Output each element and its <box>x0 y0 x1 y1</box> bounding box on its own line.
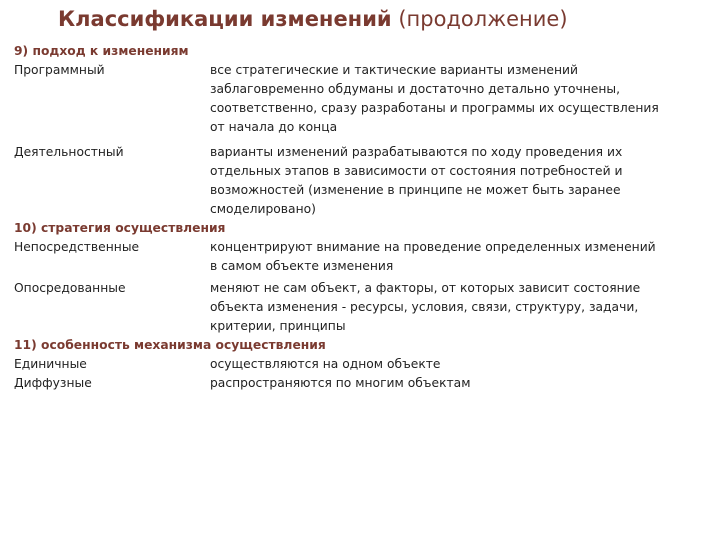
classification-content <box>14 42 710 393</box>
definition-line: объекта изменения - ресурсы, условия, связи, структуру, задачи, <box>210 300 639 314</box>
section-heading-strategy: 10) стратегия осуществления <box>14 221 226 235</box>
list-item-single <box>14 355 710 374</box>
list-item-programmatic <box>14 61 710 137</box>
definition-line: отдельных этапов в зависимости от состояния потребностей и <box>210 164 623 178</box>
definition-line: от начала до конца <box>210 120 338 134</box>
definition-line: в самом объекте изменения <box>210 259 394 273</box>
definition-line: соответственно, сразу разработаны и программы их осуществления <box>210 101 659 115</box>
definition-text <box>210 143 690 219</box>
definition-line: распространяются по многим объектам <box>210 376 471 390</box>
title-suffix: (продолжение) <box>398 7 568 31</box>
list-item-indirect <box>14 279 710 336</box>
definition-line: критерии, принципы <box>210 319 346 333</box>
definition-text <box>210 279 690 336</box>
term-label: Единичные <box>14 357 87 371</box>
definition-line: варианты изменений разрабатываются по ходу проведения их <box>210 145 623 159</box>
section-heading-mechanism: 11) особенность механизма осуществления <box>14 338 326 352</box>
term-label: Деятельностный <box>14 145 124 159</box>
definition-line: возможностей (изменение в принципе не может быть заранее <box>210 183 621 197</box>
definition-line: заблаговременно обдуманы и достаточно детально уточнены, <box>210 82 621 96</box>
term-label: Опосредованные <box>14 281 126 295</box>
definition-line: концентрируют внимание на проведение определенных изменений <box>210 240 656 254</box>
definition-text <box>210 238 690 276</box>
term-label: Непосредственные <box>14 240 140 254</box>
title-main: Классификации изменений <box>58 7 392 31</box>
term-label: Программный <box>14 63 105 77</box>
list-item-direct <box>14 238 710 276</box>
page-title <box>58 4 568 34</box>
definition-line: смоделировано) <box>210 202 316 216</box>
list-item-activity <box>14 143 710 219</box>
term-label: Диффузные <box>14 376 92 390</box>
list-item-diffuse <box>14 374 710 393</box>
definition-line: все стратегические и тактические варианты изменений <box>210 63 579 77</box>
definition-line: осуществляются на одном объекте <box>210 357 441 371</box>
definition-text <box>210 355 690 374</box>
definition-text <box>210 374 690 393</box>
section-heading-approach: 9) подход к изменениям <box>14 44 189 58</box>
definition-text <box>210 61 690 137</box>
definition-line: меняют не сам объект, а факторы, от которых зависит состояние <box>210 281 641 295</box>
